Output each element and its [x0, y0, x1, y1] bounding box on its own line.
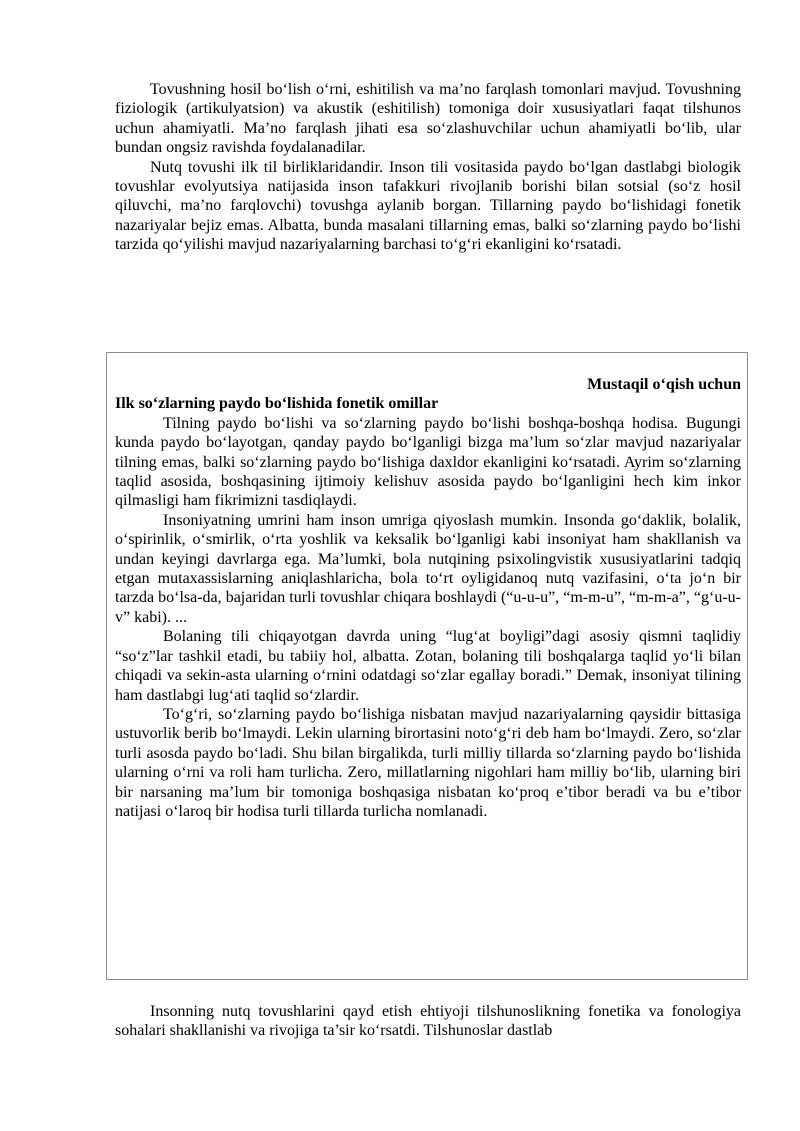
paragraph: Bolaning tili chiqayotgan davrda uning “lug‘at boyligi”dagi asosiy qismni taqlidiy “so‘z”lar tashkil etadi, bu tabiiy hol, albatta. Zotan, bolaning tili boshqalarga taqlid yo‘li bilan chiqadi va sekin-asta ularning o‘rnini odatdagi so‘zlar egallay boradi.” Demak, insoniyat tilining ham dastlabgi lug‘ati taqlid so‘zlardir.: [115, 628, 741, 704]
sidebar-box: [106, 352, 748, 980]
paragraph: To‘g‘ri, so‘zlarning paydo bo‘lishiga nisbatan mavjud nazariyalarning qaysidir bittasiga ustuvorlik berib bo‘lmaydi. Lekin ularning birortasini noto‘g‘ri deb ham bo‘lmaydi. Zero, so‘zlar turli asosda paydo bo‘ladi. Shu bilan birgalikda, turli milliy tillarda so‘zlarning paydo bo‘lishida ularning o‘rni va roli ham turlicha. Zero, millatlarning nigohlari ham milliy bo‘lib, ularning biri bir narsaning ma’lum bir tomoniga boshqasiga nisbatan ko‘proq e’tibor beradi va bu e’tibor natijasi o‘laroq bir hodisa turli tillarda turlicha nomlanadi.: [115, 705, 741, 820]
box-heading: Ilk so‘zlarning paydo bo‘lishida fonetik omillar: [115, 395, 439, 413]
paragraph: Tovushning hosil bo‘lish o‘rni, eshitilish va ma’no farqlash tomonlari mavjud. Tovushning fiziologik (artikulyatsion) va akustik (eshitilish) tomoniga doir xususiyatlari faqat tilshunos uchun ahamiyatli. Ma’no farqlash jihati esa so‘zlashuvchilar uchun ahamiyatli bo‘lib, ular bundan ongsiz ravishda foydalanadilar.: [115, 81, 741, 157]
paragraph: Insoniyatning umrini ham inson umriga qiyoslash mumkin. Insonda go‘daklik, bolalik, o‘spirinlik, o‘smirlik, o‘rta yoshlik va keksalik bo‘lganligi kabi insoniyat ham shakllanish va undan keyingi davrlarga ega. Ma’lumki, bola nutqining psixolingvistik xususiyatlarini tadqiq etgan mutaxassislarning aniqlashlaricha, bola to‘rt oyligidanoq nutq vazifasini, o‘ta jo‘n bir tarzda bo‘lsa-da, bajaridan turli tovushlar chiqara boshlaydi (“u-u-u”, “m-m-u”, “m-m-a”, “g‘u-u-v” kabi). ...: [115, 511, 741, 626]
paragraph: Insonning nutq tovushlarini qayd etish ehtiyoji tilshunoslikning fonetika va fonologiya sohalari shakllanishi va rivojiga ta’sir ko‘rsatdi. Tilshunoslar dastlab: [115, 1003, 741, 1040]
outro-section: [115, 1002, 741, 1041]
sidebar-box-content: [115, 375, 741, 821]
paragraph: Tilning paydo bo‘lishi va so‘zlarning paydo bo‘lishi boshqa-boshqa hodisa. Bugungi kunda paydo bo‘layotgan, qanday paydo bo‘lganligi bizga ma’lum so‘zlar mavjud nazariyalar tilning emas, balki so‘zlarning paydo bo‘lishiga daxldor ekanligini ko‘rsatadi. Ayrim so‘zlarning taqlid asosida, boshqasining ijtimoiy kelishuv asosida paydo bo‘lganligini hech kim inkor qilmasligi ham fikrimizni tasdiqlaydi.: [115, 414, 741, 510]
box-label: Mustaqil o‘qish uchun: [587, 376, 741, 393]
paragraph: Nutq tovushi ilk til birliklaridandir. Inson tili vositasida paydo bo‘lgan dastlabgi biologik tovushlar evolyutsiya natijasida inson tafakkuri rivojlanib borishi bilan sotsial (so‘z hosil qiluvchi, ma’no farqlovchi) tovushga aylanib borgan. Tillarning paydo bo‘lishidagi fonetik nazariyalar bejiz emas. Albatta, bunda masalani tillarning emas, balki so‘zlarning paydo bo‘lishi tarzida qo‘yilishi mavjud nazariyalarning barchasi to‘g‘ri ekanligini ko‘rsatadi.: [115, 158, 741, 254]
intro-section: [115, 80, 741, 255]
